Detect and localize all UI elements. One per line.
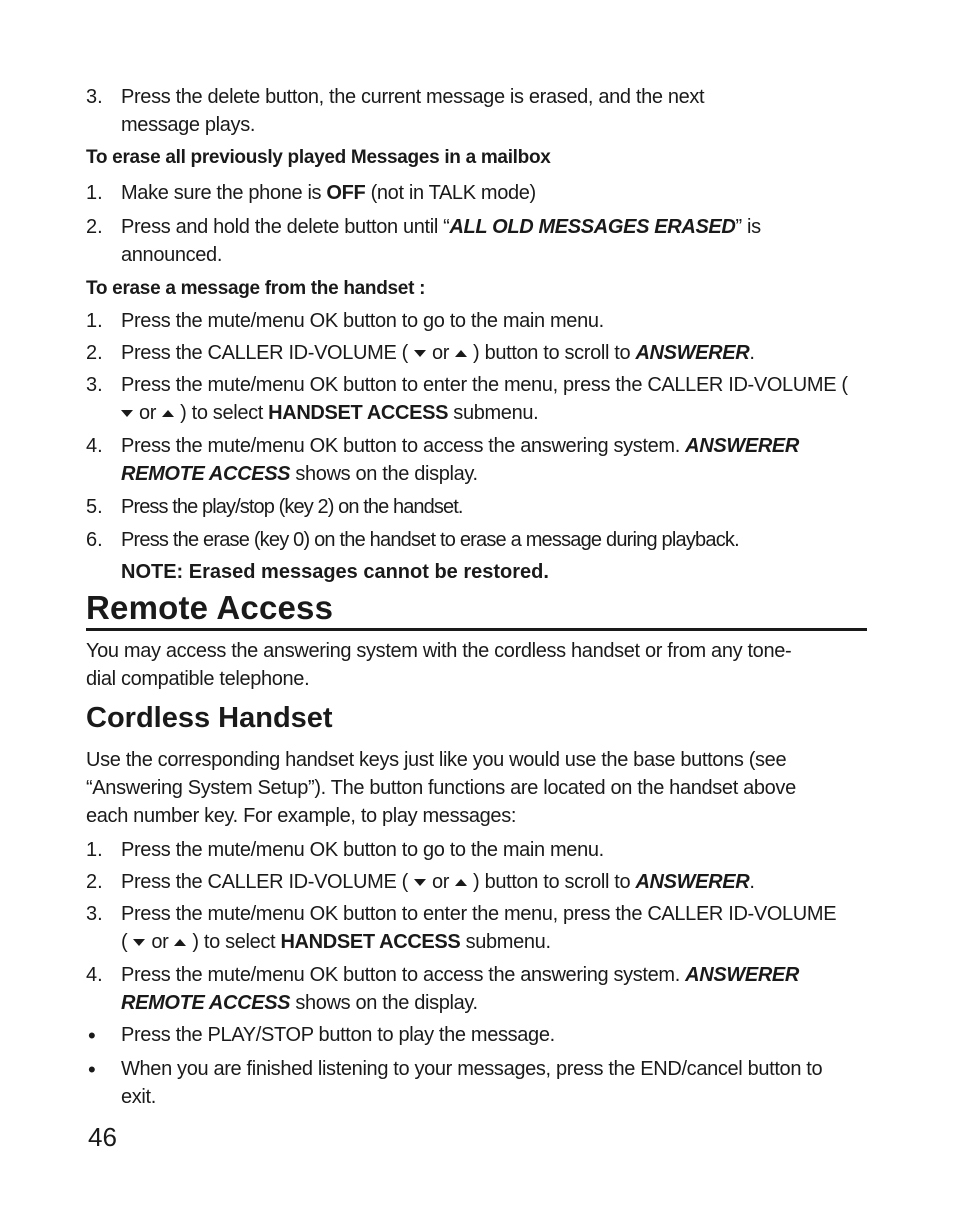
bold-text: HANDSET ACCESS — [280, 931, 461, 953]
page-number: 46 — [88, 1122, 117, 1152]
text: shows on the display. — [290, 992, 478, 1014]
text: Press the CALLER ID-VOLUME ( — [121, 871, 408, 893]
list-number: 2. — [86, 342, 103, 364]
list-item — [121, 871, 755, 894]
bullet-icon: • — [88, 1023, 96, 1048]
list-item — [121, 931, 551, 954]
text: Press and hold the delete button until “ — [121, 216, 450, 238]
bold-italic-text: ANSWERER — [685, 964, 800, 986]
list-number: 2. — [86, 216, 103, 238]
paragraph-text: “Answering System Setup”). The button functions are located on the handset above — [86, 777, 796, 799]
subheading-erase-all: To erase all previously played Messages in a mailbox — [86, 147, 551, 168]
list-number: 1. — [86, 182, 103, 204]
list-item-text: Press the erase (key 0) on the handset to erase a message during playback. — [121, 529, 739, 551]
text: Press the CALLER ID-VOLUME ( — [121, 342, 408, 364]
list-item — [121, 216, 761, 239]
list-item — [121, 342, 755, 365]
text: ) to select — [192, 931, 281, 953]
bold-italic-text: REMOTE ACCESS — [121, 992, 291, 1014]
list-item — [121, 463, 478, 486]
bold-italic-text: ANSWERER — [635, 871, 750, 893]
list-item — [121, 964, 799, 987]
paragraph-text: You may access the answering system with the cordless handset or from any tone- — [86, 640, 792, 662]
bold-italic-text: ANSWERER — [685, 435, 800, 457]
subheading-erase-handset: To erase a message from the handset : — [86, 278, 426, 299]
volume-down-arrow-icon — [121, 410, 133, 417]
list-number: 4. — [86, 964, 103, 986]
section-title-remote-access: Remote Access — [86, 589, 334, 626]
text: ) button to scroll to — [473, 871, 636, 893]
section-title-cordless-handset: Cordless Handset — [86, 702, 333, 734]
list-item-text: message plays. — [121, 114, 256, 136]
list-number: 1. — [86, 839, 103, 861]
list-item — [121, 992, 478, 1015]
bold-italic-text: ANSWERER — [635, 342, 750, 364]
volume-up-arrow-icon — [162, 410, 174, 417]
section-divider — [86, 628, 867, 631]
volume-down-arrow-icon — [414, 350, 426, 357]
volume-up-arrow-icon — [455, 350, 467, 357]
bold-italic-text: ALL OLD MESSAGES ERASED — [449, 216, 736, 238]
text: submenu. — [448, 402, 539, 424]
list-item-text: announced. — [121, 244, 223, 266]
list-item-text: When you are finished listening to your messages, press the END/cancel button to — [121, 1058, 823, 1080]
note-text: NOTE: Erased messages cannot be restored. — [121, 561, 549, 583]
list-item-text: Press the mute/menu OK button to go to the main menu. — [121, 839, 604, 861]
text: . — [749, 342, 755, 364]
volume-down-arrow-icon — [133, 939, 145, 946]
list-number: 2. — [86, 871, 103, 893]
list-number: 5. — [86, 496, 103, 518]
list-number: 3. — [86, 374, 103, 396]
list-number: 1. — [86, 310, 103, 332]
list-number: 6. — [86, 529, 103, 551]
text: or — [151, 931, 169, 953]
text: or — [431, 342, 450, 364]
list-item-text: Press the mute/menu OK button to enter the menu, press the CALLER ID-VOLUME ( — [121, 374, 848, 396]
list-number: 3. — [86, 86, 103, 108]
volume-down-arrow-icon — [414, 879, 426, 886]
text: shows on the display. — [290, 463, 478, 485]
bullet-icon: • — [88, 1057, 96, 1082]
text: ) to select — [180, 402, 269, 424]
list-item-text: Press the play/stop (key 2) on the handset. — [121, 496, 463, 518]
volume-up-arrow-icon — [455, 879, 467, 886]
bold-text: OFF — [326, 182, 366, 204]
text: Press the mute/menu OK button to access the answering system. — [121, 964, 686, 986]
volume-up-arrow-icon — [174, 939, 186, 946]
paragraph-text: dial compatible telephone. — [86, 668, 310, 690]
text: ( — [121, 931, 128, 953]
text: (not in TALK mode) — [365, 182, 536, 204]
bold-italic-text: REMOTE ACCESS — [121, 463, 291, 485]
text: . — [749, 871, 755, 893]
text: Make sure the phone is — [121, 182, 327, 204]
list-item-text: Press the delete button, the current message is erased, and the next — [121, 86, 705, 108]
list-item-text: Press the mute/menu OK button to go to the main menu. — [121, 310, 604, 332]
paragraph-text: each number key. For example, to play messages: — [86, 805, 517, 827]
text: ) button to scroll to — [473, 342, 636, 364]
text: or — [139, 402, 157, 424]
text: submenu. — [460, 931, 551, 953]
text: or — [431, 871, 450, 893]
list-item — [121, 182, 536, 205]
list-item — [115, 402, 538, 425]
list-item-text: Press the mute/menu OK button to enter the menu, press the CALLER ID-VOLUME — [121, 903, 837, 925]
paragraph-text: Use the corresponding handset keys just like you would use the base buttons (see — [86, 749, 787, 771]
list-number: 4. — [86, 435, 103, 457]
text: Press the mute/menu OK button to access the answering system. — [121, 435, 686, 457]
list-item-text: exit. — [121, 1086, 156, 1108]
list-item-text: Press the PLAY/STOP button to play the message. — [121, 1024, 555, 1046]
list-number: 3. — [86, 903, 103, 925]
list-item — [121, 435, 799, 458]
text: ” is — [735, 216, 761, 238]
bold-text: HANDSET ACCESS — [268, 402, 449, 424]
